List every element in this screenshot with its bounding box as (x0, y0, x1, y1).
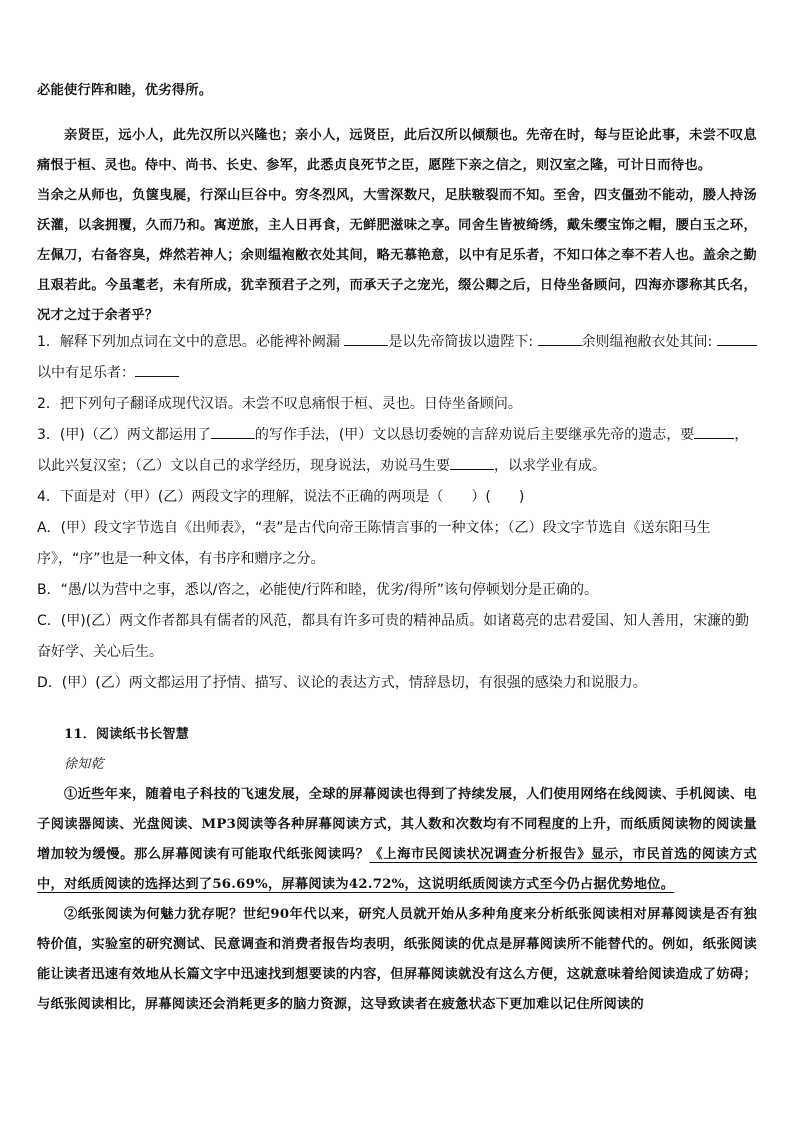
question-2: 2．把下列句子翻译成现代汉语。未尝不叹息痛恨于桓、灵也。日侍坐备顾问。 (37, 396, 522, 412)
passage-paragraph: 当余之从师也，负箧曳屣，行深山巨谷中。穷冬烈风，大雪深数尺，足肤皲裂而不知。至舍，四支僵劲不能动，媵人持汤沃灌，以衾拥覆，久而乃和。寓逆旅，主人日再食，无鲜肥滋味之享。同舍生皆被绮绣，戴朱缨宝饰之帽，腰白玉之环，左佩刀，右备容臭，烨然若神人；余则缊袍敝衣处其间，略无慕艳意，以中有足乐者，不知口体之奉不若人也。盖余之勤且艰若此。今虽耄老，未有所成，犹幸预君子之列，而承天子之宠光，缀公卿之后，日侍坐备顾问，四海亦谬称其氏名，况才之过于余者乎？ (37, 188, 757, 323)
question-text: 以中有足乐者： (37, 365, 135, 381)
option-d: D．(甲）(乙）两文都运用了抒情、描写、议论的表达方式，情辞恳切，有很强的感染力和说服力。 (37, 675, 647, 691)
answer-blank[interactable] (450, 457, 494, 470)
answer-blank[interactable] (135, 364, 179, 377)
underlined-text: 《上海市民阅读状况调查分析报告》显示，市民首选的阅读方式中，对纸质阅读的选择达到了56.69%，屏幕阅读为42.72%，这说明纸质阅读方式至今仍占据优势地位。 (37, 847, 758, 892)
option-c: C．(甲)(乙）两文作者都具有儒者的风范，都具有许多可贵的精神品质。如诸葛亮的忠君爱国、知人善用，宋濂的勤奋好学、关心后生。 (37, 613, 750, 660)
section-author: 徐知乾 (64, 757, 104, 772)
section-paragraph-2: ②纸张阅读为何魅力犹存呢？世纪90年代以来，研究人员就开始从多种角度来分析纸张阅读相对屏幕阅读是否有独特价值，实验室的研究测试、民意调查和消费者报告均表明，纸张阅读的优点是屏幕阅读所不能替代的。例如，纸张阅读能让读者迅速有效地从长篇文字中迅速找到想要读的内容，但屏幕阅读就没有这么方便，这就意味着给阅读造成了妨碍；与纸张阅读相比，屏幕阅读还会消耗更多的脑力资源，这导致读者在疲惫状态下更加难以记住所阅读的 (37, 907, 757, 1012)
question-text: ， (734, 427, 749, 443)
question-1 (37, 327, 757, 389)
answer-blank[interactable] (694, 426, 734, 439)
option-b: B．“愚/以为营中之事，悉以/咨之，必能使/行阵和睦，优劣/得所”该句停顿划分是正确的。 (37, 582, 598, 598)
question-list (37, 327, 757, 699)
question-text: ，以求学业有成。 (494, 458, 606, 474)
question-text: 是以先帝简拔以遗陛下: (388, 334, 534, 350)
question-text: 1．解释下列加点词在文中的意思。必能裨补阙漏 (37, 334, 340, 350)
answer-blank[interactable] (344, 333, 388, 346)
section-paragraph-1 (37, 780, 757, 900)
answer-blank[interactable] (211, 426, 255, 439)
paragraph-text: ①近些年来，随着电子科技的飞速发展，全球的屏幕阅读也得到了持续发展，人们使用网络在线阅读、手机阅读、电子阅读器阅读、光盘阅读、MP3阅读等各种屏幕阅读方式，其人数和次数均有不同程度的上升，而纸质阅读物的阅读量增加较为缓慢。那么屏幕阅读有可能取代纸张阅读吗？ (37, 787, 757, 862)
question-text: 以此兴复汉室；（乙）文以自己的求学经历，现身说法，劝说马生要 (37, 458, 450, 474)
question-4: 4．下面是对（甲）(乙）两段文字的理解，说法不正确的两项是（ ）( ) (37, 489, 525, 505)
question-text: 的写作手法，(甲）文以恳切委婉的言辞劝说后主要继承先帝的遗志，要 (254, 427, 695, 443)
passage-paragraph: 亲贤臣，远小人，此先汉所以兴隆也；亲小人，远贤臣，此后汉所以倾颓也。先帝在时，每与臣论此事，未尝不叹息痛恨于桓、灵也。侍中、尚书、长史、参军，此悉贞良死节之臣，愿陛下亲之信之，则汉室之隆，可计日而待也。 (37, 128, 757, 173)
passage-a (37, 76, 757, 331)
passage-line: 必能使行阵和睦，优劣得所。 (37, 83, 213, 98)
answer-blank[interactable] (538, 333, 582, 346)
question-text: 余则缊袍敝衣处其间: (581, 334, 713, 350)
question-text: 3．(甲)（乙）两文都运用了 (37, 427, 211, 443)
question-3 (37, 420, 757, 482)
option-a: A．(甲）段文字节选自《出师表》，“表”是古代向帝王陈情言事的一种文体；（乙）段文字节选自《送东阳马生序》，“序”也是一种文体，有书序和赠序之分。 (37, 520, 711, 567)
answer-blank[interactable] (717, 333, 757, 346)
section-11 (37, 720, 757, 1020)
section-title: 11．阅读纸书长智慧 (64, 727, 190, 742)
